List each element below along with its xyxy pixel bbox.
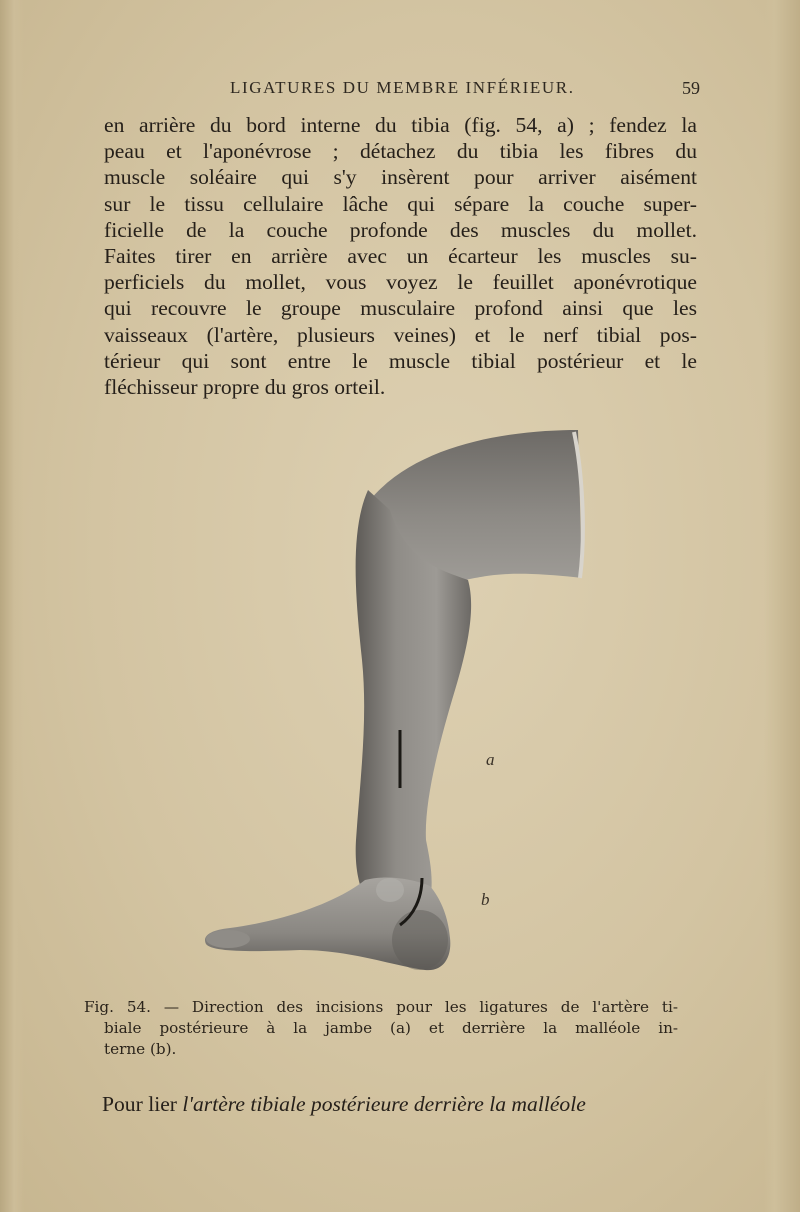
- heel-shadow: [392, 910, 448, 970]
- body-line: muscle soléaire qui s'y insèrent pour arriver aisément: [104, 165, 697, 190]
- page-number: 59: [682, 78, 700, 98]
- body-line: térieur qui sont entre le muscle tibial postérieur et le: [104, 348, 697, 373]
- body-line: perficiels du mollet, vous voyez le feuillet aponévrotique: [104, 270, 697, 295]
- body-line: en arrière du bord interne du tibia (fig. 54, a) ; fendez la: [104, 113, 697, 137]
- continuation-line: [102, 1091, 672, 1117]
- toe-shape: [206, 930, 250, 948]
- body-line: qui recouvre le groupe musculaire profond ainsi que les: [104, 296, 697, 321]
- body-line: sur le tissu cellulaire lâche qui sépare la couche super-: [104, 191, 697, 216]
- page-left-edge: [0, 0, 24, 1212]
- caption-line: Fig. 54. — Direction des incisions pour les ligatures de l'artère ti-: [84, 998, 678, 1016]
- body-line: Faites tirer en arrière avec un écarteur les muscles su-: [104, 244, 697, 269]
- malleolus-highlight: [376, 878, 404, 902]
- figure-caption: [84, 997, 678, 1060]
- page-right-edge: [764, 0, 800, 1212]
- leg-drawing: [190, 420, 610, 990]
- body-line: vaisseaux (l'artère, plusieurs veines) et le nerf tibial pos-: [104, 322, 697, 347]
- running-head: [100, 78, 700, 102]
- body-line: peau et l'aponévrose ; détachez du tibia les fibres du: [104, 139, 697, 164]
- caption-line: terne (b).: [104, 1040, 177, 1058]
- body-line: fléchisseur propre du gros orteil.: [104, 375, 386, 400]
- figure-label-b: b: [481, 890, 490, 909]
- figure-label-a: a: [486, 750, 495, 769]
- running-title: LIGATURES DU MEMBRE INFÉRIEUR.: [230, 78, 575, 97]
- caption-line: biale postérieure à la jambe (a) et derrière la malléole in-: [104, 1019, 678, 1037]
- continuation-italic: l'artère tibiale postérieure derrière la malléole: [182, 1092, 586, 1116]
- body-line: ficielle de la couche profonde des muscles du mollet.: [104, 217, 697, 242]
- leg-illustration: [190, 420, 610, 990]
- body-paragraph: [104, 112, 697, 400]
- continuation-prefix: Pour lier: [102, 1092, 183, 1116]
